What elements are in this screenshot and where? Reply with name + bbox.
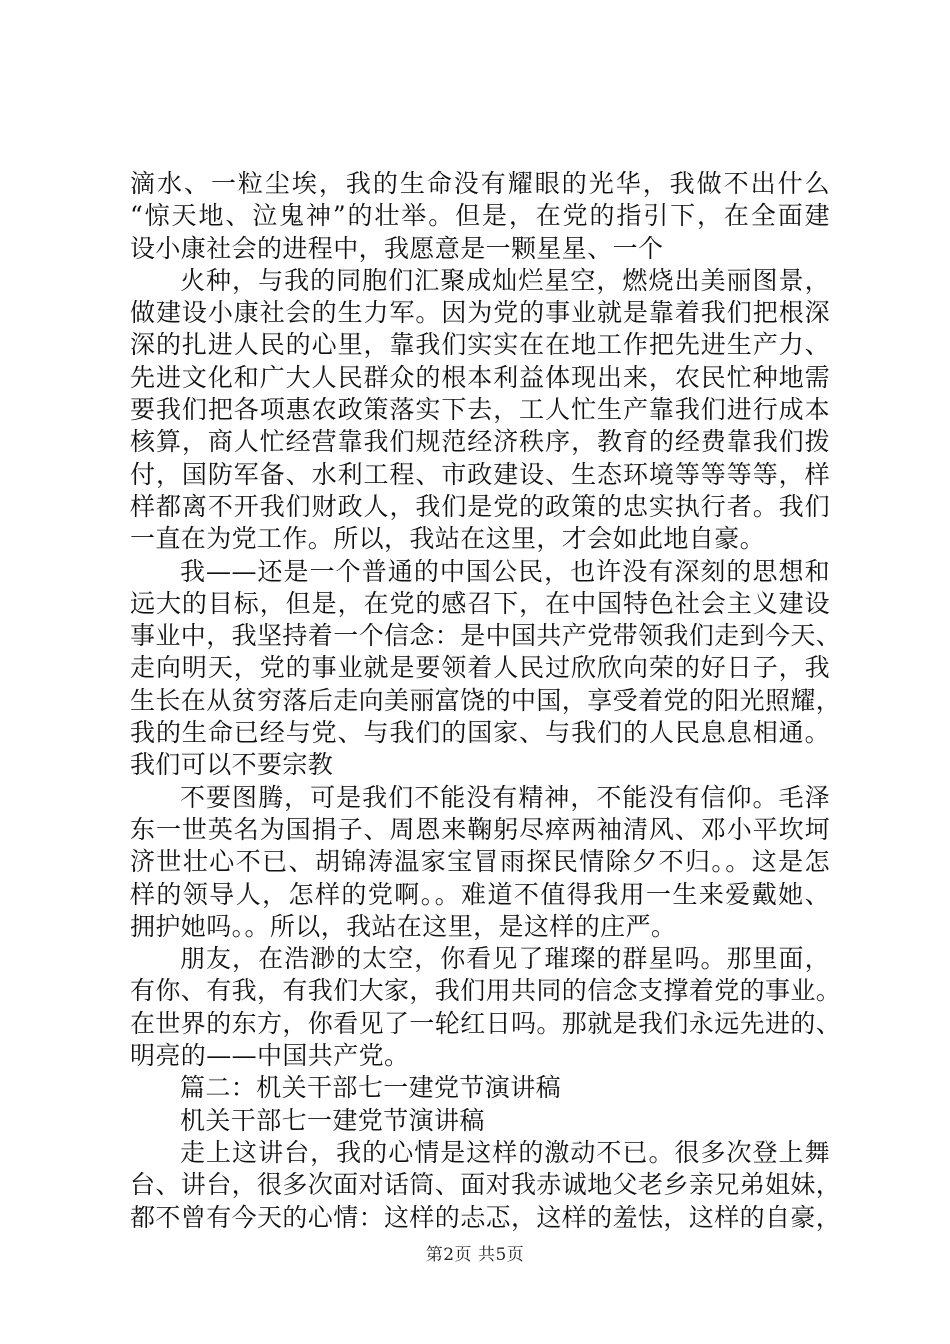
text-line: 火种，与我的同胞们汇聚成灿烂星空，燃烧出美丽图景，	[180, 265, 830, 295]
text-line: 我们可以不要宗教	[130, 750, 334, 780]
text-line: 要我们把各项惠农政策落实下去，工人忙生产靠我们进行成本	[130, 395, 830, 425]
text-line: 有你、有我，有我们大家，我们用共同的信念支撑着党的事业。	[130, 976, 842, 1006]
page-footer: 第2页 共5页	[425, 1245, 525, 1265]
text-line: 台、讲台，很多次面对话筒、面对我赤诚地父老乡亲兄弟姐妹，	[130, 1170, 842, 1200]
text-line: 滴水、一粒尘埃，我的生命没有耀眼的光华，我做不出什么	[130, 169, 830, 198]
text-line: 都不曾有今天的心情：这样的忐忑，这样的羞怯，这样的自豪，	[130, 1202, 842, 1232]
document-body	[130, 168, 842, 1234]
text-line: 走上这讲台，我的心情是这样的激动不已。很多次登上舞	[180, 1137, 830, 1167]
text-line: 设小康社会的进程中，我愿意是一颗星星、一个	[130, 233, 664, 263]
text-line: 生长在从贫穷落后走向美丽富饶的中国，享受着党的阳光照耀，	[130, 685, 842, 715]
text-line: 我的生命已经与党、与我们的国家、与我们的人民息息相通。	[130, 718, 830, 748]
text-line: 一直在为党工作。所以，我站在这里，才会如此地自豪。	[130, 524, 766, 554]
text-line: 远大的目标，但是，在党的感召下，在中国特色社会主义建设	[130, 588, 830, 618]
text-line: 走向明天，党的事业就是要领着人民过欣欣向荣的好日子，我	[130, 653, 830, 683]
text-line: 做建设小康社会的生力军。因为党的事业就是靠着我们把根深	[130, 298, 830, 328]
text-line: “惊天地、泣鬼神”的壮举。但是，在党的指引下，在全面建	[130, 201, 830, 231]
text-line: 在世界的东方，你看见了一轮红日吗。那就是我们永远先进的、	[130, 1008, 842, 1038]
text-line: 济世壮心不已、胡锦涛温家宝冒雨探民情除夕不归。。这是怎	[130, 847, 830, 877]
text-line: 机关干部七一建党节演讲稿	[180, 1105, 485, 1135]
text-line: 不要图腾，可是我们不能没有精神，不能没有信仰。毛泽	[180, 782, 830, 812]
text-line: 先进文化和广大人民群众的根本利益体现出来，农民忙种地需	[130, 362, 830, 392]
text-line: 付，国防军备、水利工程、市政建设、生态环境等等等等，样	[130, 459, 830, 489]
text-line: 样都离不开我们财政人，我们是党的政策的忠实执行者。我们	[130, 491, 830, 521]
text-line: 我——还是一个普通的中国公民，也许没有深刻的思想和	[180, 556, 830, 586]
text-line: 篇二：机关干部七一建党节演讲稿	[180, 1073, 562, 1103]
text-line: 深的扎进人民的心里，靠我们实实在在地工作把先进生产力、	[130, 330, 830, 360]
text-line: 东一世英名为国捐子、周恩来鞠躬尽瘁两袖清风、邓小平坎坷	[130, 814, 830, 844]
text-line: 拥护她吗。。所以，我站在这里，是这样的庄严。	[130, 911, 677, 941]
text-line: 事业中，我坚持着一个信念：是中国共产党带领我们走到今天、	[130, 621, 842, 651]
text-line: 明亮的——中国共产党。	[130, 1041, 410, 1071]
text-line: 样的领导人，怎样的党啊。。难道不值得我用一生来爱戴她、	[130, 879, 830, 909]
text-line: 朋友，在浩渺的太空，你看见了璀璨的群星吗。那里面，	[180, 944, 830, 974]
text-line: 核算，商人忙经营靠我们规范经济秩序，教育的经费靠我们拨	[130, 427, 830, 457]
